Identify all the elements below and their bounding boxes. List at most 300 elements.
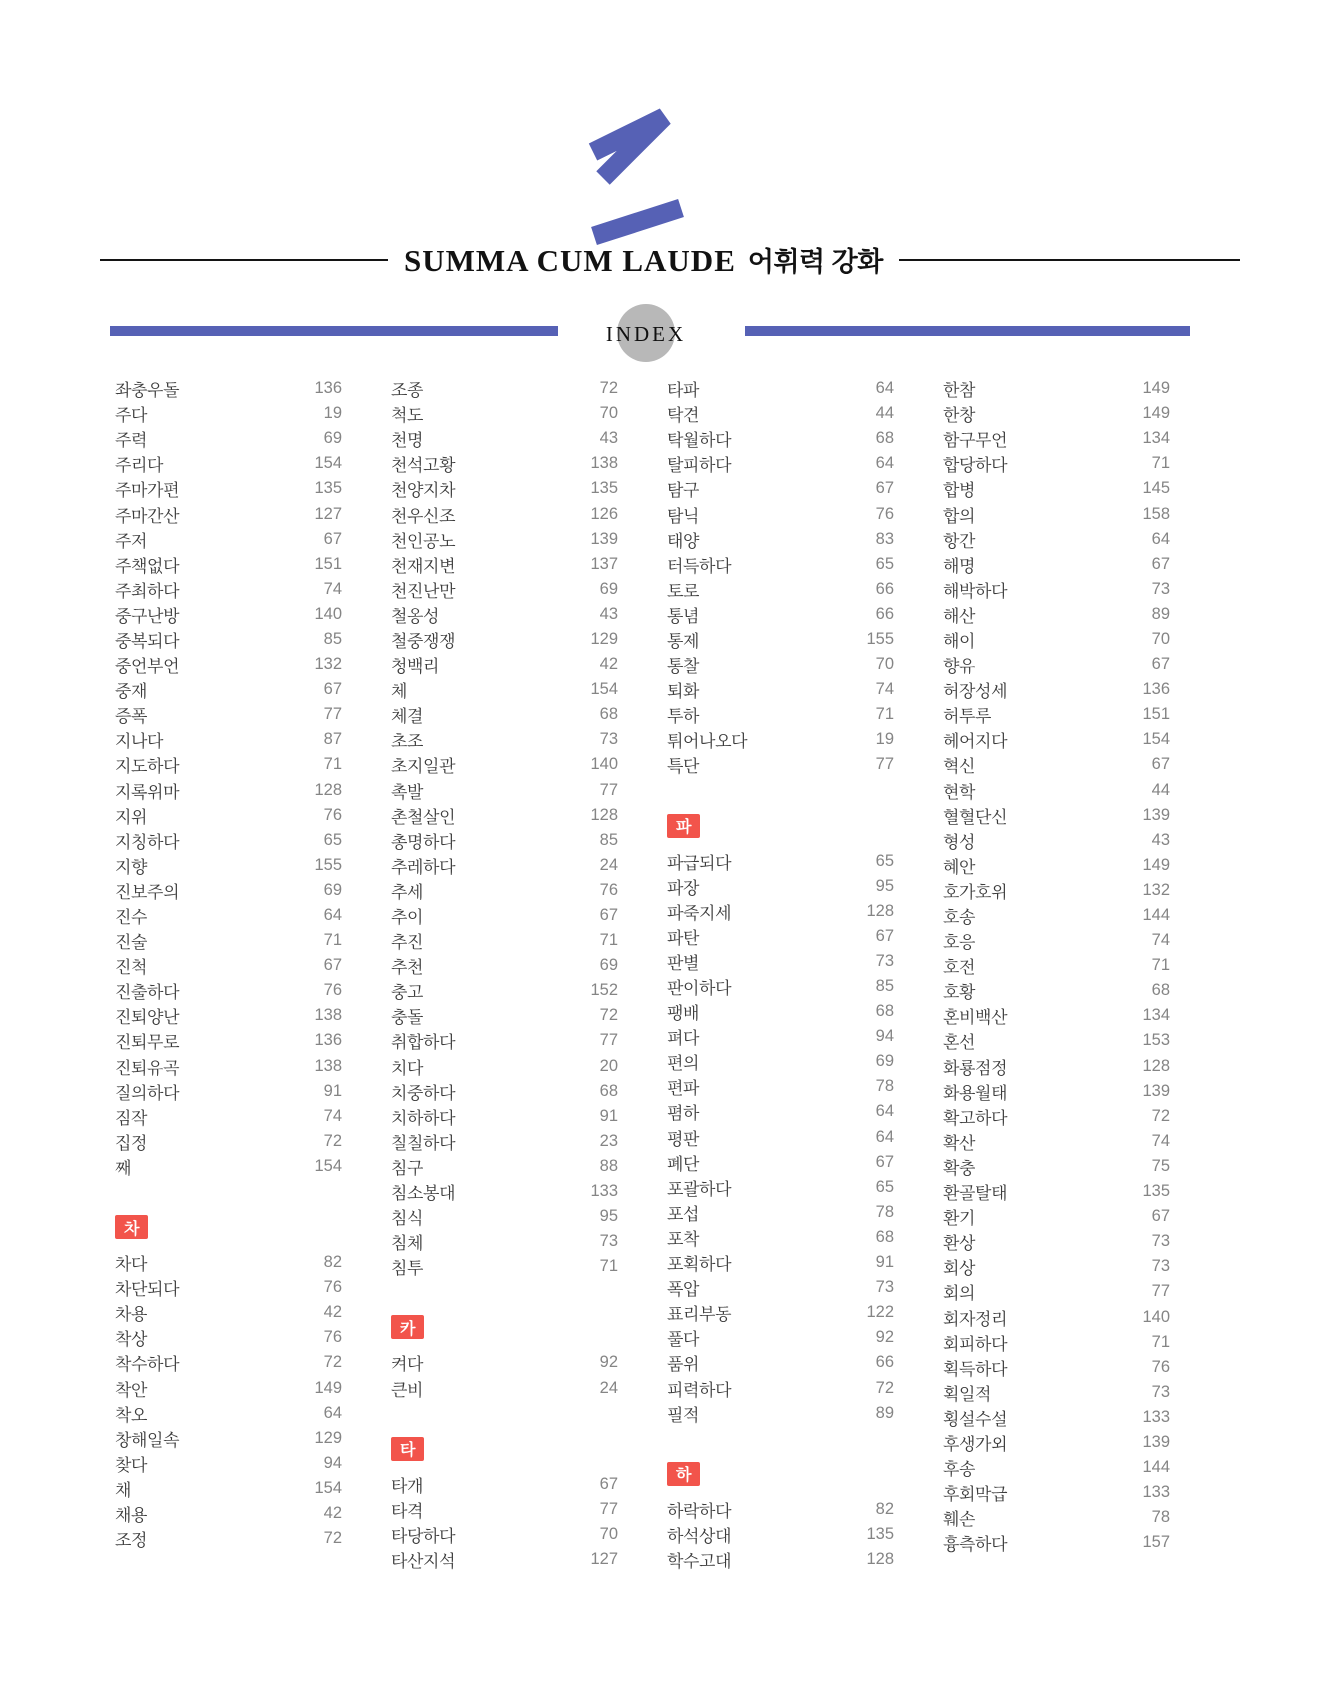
entry-term: 획일적 [943, 1384, 992, 1404]
entry-page-number: 72 [875, 1378, 894, 1397]
index-entry [391, 1254, 618, 1279]
index-entry [115, 727, 342, 752]
entry-term: 주다 [115, 406, 148, 426]
entry-term: 풀다 [667, 1330, 700, 1350]
index-entry [943, 1154, 1170, 1179]
entry-page-number: 73 [599, 730, 618, 749]
entry-term: 주책없다 [115, 556, 180, 576]
index-entry [115, 1154, 342, 1179]
index-entry [115, 602, 342, 627]
section-badge: 하 [667, 1462, 700, 1486]
entry-term: 합의 [943, 506, 976, 526]
index-entry [115, 1079, 342, 1104]
entry-term: 찾다 [115, 1455, 148, 1475]
index-entry [115, 828, 342, 853]
entry-term: 차다 [115, 1255, 148, 1275]
index-entry [391, 828, 618, 853]
index-entry [667, 924, 894, 949]
index-entry [943, 1405, 1170, 1430]
entry-term: 확산 [943, 1133, 976, 1153]
entry-page-number: 91 [875, 1253, 894, 1272]
index-entry [391, 953, 618, 978]
entry-term: 초조 [391, 732, 424, 752]
entry-term: 화용월태 [943, 1083, 1008, 1103]
entry-term: 해이 [943, 631, 976, 651]
entry-page-number: 64 [875, 1102, 894, 1121]
entry-term: 파죽지세 [667, 903, 732, 923]
index-entry [115, 1250, 342, 1275]
index-entry [115, 1401, 342, 1426]
index-entry [115, 451, 342, 476]
entry-term: 질의하다 [115, 1083, 180, 1103]
entry-term: 탈피하다 [667, 456, 732, 476]
index-entry [391, 677, 618, 702]
entry-page-number: 65 [875, 554, 894, 573]
index-entry [667, 1074, 894, 1099]
entry-page-number: 128 [866, 901, 894, 920]
entry-term: 팽배 [667, 1004, 700, 1024]
entry-page-number: 67 [1151, 655, 1170, 674]
entry-page-number: 94 [323, 1453, 342, 1472]
entry-term: 후회막급 [943, 1485, 1008, 1505]
title-rule-right [899, 259, 1240, 261]
entry-page-number: 151 [1142, 705, 1170, 724]
entry-page-number: 72 [599, 379, 618, 398]
entry-page-number: 73 [599, 1232, 618, 1251]
entry-term: 호응 [943, 933, 976, 953]
entry-term: 한창 [943, 406, 976, 426]
entry-term: 치중하다 [391, 1083, 456, 1103]
index-entry [943, 476, 1170, 501]
entry-page-number: 140 [590, 755, 618, 774]
index-entry [391, 1547, 618, 1572]
index-entry [667, 451, 894, 476]
index-entry [667, 1175, 894, 1200]
index-column [391, 376, 618, 1572]
entry-page-number: 154 [1142, 730, 1170, 749]
entry-page-number: 91 [323, 1081, 342, 1100]
entry-term: 천재지변 [391, 556, 456, 576]
entry-term: 학수고대 [667, 1551, 732, 1571]
index-entry [115, 752, 342, 777]
entry-term: 호황 [943, 983, 976, 1003]
index-entry [943, 451, 1170, 476]
entry-page-number: 136 [314, 379, 342, 398]
entry-page-number: 66 [875, 1353, 894, 1372]
entry-term: 중복되다 [115, 631, 180, 651]
entry-page-number: 70 [599, 1524, 618, 1543]
index-entry [391, 1375, 618, 1400]
entry-page-number: 138 [314, 1056, 342, 1075]
entry-page-number: 43 [599, 429, 618, 448]
entry-term: 통제 [667, 631, 700, 651]
entry-term: 지위 [115, 807, 148, 827]
entry-page-number: 140 [1142, 1307, 1170, 1326]
entry-page-number: 67 [875, 926, 894, 945]
entry-page-number: 69 [323, 880, 342, 899]
entry-term: 주력 [115, 431, 148, 451]
entry-page-number: 67 [599, 906, 618, 925]
entry-page-number: 67 [1151, 554, 1170, 573]
entry-page-number: 85 [599, 830, 618, 849]
entry-page-number: 82 [875, 1499, 894, 1518]
entry-term: 해박하다 [943, 581, 1008, 601]
entry-page-number: 137 [590, 554, 618, 573]
entry-term: 하석상대 [667, 1526, 732, 1546]
index-entry [391, 552, 618, 577]
index-entry [115, 702, 342, 727]
entry-page-number: 72 [323, 1529, 342, 1548]
entry-term: 촉발 [391, 782, 424, 802]
entry-term: 침투 [391, 1259, 424, 1279]
index-entry [391, 602, 618, 627]
entry-page-number: 71 [875, 705, 894, 724]
entry-page-number: 73 [1151, 579, 1170, 598]
entry-term: 진척 [115, 958, 148, 978]
entry-term: 편파 [667, 1079, 700, 1099]
index-entry [667, 1547, 894, 1572]
entry-page-number: 19 [323, 404, 342, 423]
index-entry [115, 1350, 342, 1375]
entry-term: 혈혈단신 [943, 807, 1008, 827]
entry-page-number: 65 [875, 851, 894, 870]
entry-page-number: 149 [1142, 379, 1170, 398]
entry-page-number: 92 [599, 1353, 618, 1372]
entry-term: 합당하다 [943, 456, 1008, 476]
entry-page-number: 138 [590, 454, 618, 473]
section-header [391, 1437, 618, 1461]
index-entry [667, 949, 894, 974]
entry-page-number: 64 [323, 1403, 342, 1422]
entry-page-number: 82 [323, 1253, 342, 1272]
entry-term: 횡설수설 [943, 1409, 1008, 1429]
index-entry [391, 476, 618, 501]
index-entry [667, 501, 894, 526]
entry-term: 조정 [115, 1531, 148, 1551]
entry-page-number: 71 [1151, 1332, 1170, 1351]
entry-page-number: 71 [323, 931, 342, 950]
index-entry [115, 577, 342, 602]
index-entry [115, 652, 342, 677]
entry-page-number: 132 [314, 655, 342, 674]
entry-term: 탁월하다 [667, 431, 732, 451]
entry-term: 허투루 [943, 707, 992, 727]
entry-page-number: 155 [866, 629, 894, 648]
index-entry [391, 1104, 618, 1129]
index-entry [115, 1129, 342, 1154]
index-entry [943, 1430, 1170, 1455]
entry-page-number: 68 [875, 1002, 894, 1021]
index-entry [391, 803, 618, 828]
entry-page-number: 88 [599, 1156, 618, 1175]
entry-page-number: 85 [875, 977, 894, 996]
entry-page-number: 74 [1151, 1131, 1170, 1150]
index-entry [667, 1150, 894, 1175]
entry-page-number: 72 [323, 1353, 342, 1372]
index-entry [667, 974, 894, 999]
entry-page-number: 71 [1151, 956, 1170, 975]
index-bar-left [110, 326, 558, 336]
index-entry [391, 1054, 618, 1079]
index-entry [943, 602, 1170, 627]
entry-page-number: 43 [1151, 830, 1170, 849]
entry-page-number: 70 [599, 404, 618, 423]
index-entry [943, 1480, 1170, 1505]
entry-term: 혼비백산 [943, 1008, 1008, 1028]
section-header [115, 1215, 342, 1239]
entry-term: 튀어나오다 [667, 732, 748, 752]
entry-page-number: 87 [323, 730, 342, 749]
entry-page-number: 154 [590, 680, 618, 699]
entry-page-number: 157 [1142, 1533, 1170, 1552]
entry-term: 주최하다 [115, 581, 180, 601]
entry-page-number: 68 [875, 1227, 894, 1246]
entry-term: 진술 [115, 933, 148, 953]
entry-term: 포획하다 [667, 1255, 732, 1275]
entry-term: 집정 [115, 1133, 148, 1153]
entry-term: 착수하다 [115, 1355, 180, 1375]
index-entry [943, 1530, 1170, 1555]
entry-page-number: 74 [323, 1106, 342, 1125]
index-entry [115, 527, 342, 552]
entry-page-number: 134 [1142, 1006, 1170, 1025]
index-column [943, 376, 1170, 1572]
entry-page-number: 138 [314, 1006, 342, 1025]
index-entry [115, 1028, 342, 1053]
entry-term: 혜안 [943, 857, 976, 877]
entry-term: 호송 [943, 908, 976, 928]
index-entry [667, 476, 894, 501]
index-entry [391, 1003, 618, 1028]
entry-page-number: 73 [1151, 1257, 1170, 1276]
entry-page-number: 152 [590, 981, 618, 1000]
entry-term: 치하하다 [391, 1108, 456, 1128]
entry-page-number: 135 [590, 479, 618, 498]
entry-term: 주마간산 [115, 506, 180, 526]
index-entry [667, 1200, 894, 1225]
entry-page-number: 135 [866, 1524, 894, 1543]
entry-term: 천진난만 [391, 581, 456, 601]
entry-term: 중구난방 [115, 606, 180, 626]
entry-page-number: 74 [875, 680, 894, 699]
entry-page-number: 23 [599, 1131, 618, 1150]
entry-page-number: 153 [1142, 1031, 1170, 1050]
index-entry [115, 476, 342, 501]
entry-term: 지나다 [115, 732, 164, 752]
index-entry [667, 752, 894, 777]
entry-page-number: 72 [599, 1006, 618, 1025]
index-entry [115, 1003, 342, 1028]
index-entry [943, 1003, 1170, 1028]
index-entry [667, 652, 894, 677]
entry-term: 초지일관 [391, 757, 456, 777]
title-korean: 어휘력 강화 [747, 247, 883, 277]
entry-term: 추레하다 [391, 857, 456, 877]
entry-page-number: 68 [599, 705, 618, 724]
entry-term: 혁신 [943, 757, 976, 777]
entry-term: 충돌 [391, 1008, 424, 1028]
entry-term: 진수 [115, 908, 148, 928]
entry-page-number: 71 [599, 931, 618, 950]
entry-term: 터득하다 [667, 556, 732, 576]
index-entry [943, 627, 1170, 652]
entry-term: 폄하 [667, 1104, 700, 1124]
index-entry [115, 1275, 342, 1300]
index-entry [391, 1229, 618, 1254]
index-entry [943, 426, 1170, 451]
index-entry [667, 1250, 894, 1275]
entry-page-number: 95 [875, 876, 894, 895]
entry-page-number: 139 [1142, 1081, 1170, 1100]
summa-s-logo [588, 106, 686, 248]
entry-page-number: 129 [590, 629, 618, 648]
entry-term: 함구무언 [943, 431, 1008, 451]
entry-page-number: 24 [599, 1378, 618, 1397]
entry-page-number: 70 [875, 655, 894, 674]
entry-term: 호전 [943, 958, 976, 978]
entry-term: 철중쟁쟁 [391, 631, 456, 651]
index-entry [667, 577, 894, 602]
entry-term: 평판 [667, 1129, 700, 1149]
index-entry [943, 1505, 1170, 1530]
entry-page-number: 77 [323, 705, 342, 724]
s-logo-icon [588, 106, 686, 248]
index-entry [943, 577, 1170, 602]
entry-page-number: 133 [590, 1182, 618, 1201]
index-entry [391, 853, 618, 878]
index-entry [391, 1350, 618, 1375]
entry-page-number: 133 [1142, 1483, 1170, 1502]
entry-term: 타파 [667, 381, 700, 401]
entry-term: 편의 [667, 1054, 700, 1074]
entry-page-number: 70 [1151, 629, 1170, 648]
index-entry [115, 803, 342, 828]
entry-page-number: 83 [875, 529, 894, 548]
entry-term: 포섭 [667, 1204, 700, 1224]
entry-page-number: 132 [1142, 880, 1170, 899]
index-entry [943, 1355, 1170, 1380]
index-entry [943, 978, 1170, 1003]
entry-term: 천인공노 [391, 531, 456, 551]
entry-page-number: 69 [599, 579, 618, 598]
index-entry [391, 702, 618, 727]
entry-term: 타격 [391, 1501, 424, 1521]
index-entry [943, 1179, 1170, 1204]
entry-term: 지향 [115, 857, 148, 877]
title-latin: SUMMA CUM LAUDE [404, 243, 736, 278]
entry-term: 흉측하다 [943, 1535, 1008, 1555]
entry-term: 폭압 [667, 1280, 700, 1300]
index-entry [667, 727, 894, 752]
entry-page-number: 136 [314, 1031, 342, 1050]
entry-term: 치다 [391, 1058, 424, 1078]
index-entry [391, 426, 618, 451]
entry-term: 환기 [943, 1209, 976, 1229]
section-header [667, 1462, 894, 1486]
entry-page-number: 128 [590, 805, 618, 824]
index-entry [943, 1079, 1170, 1104]
entry-term: 확고하다 [943, 1108, 1008, 1128]
index-entry [943, 853, 1170, 878]
entry-page-number: 20 [599, 1056, 618, 1075]
index-entry [115, 978, 342, 1003]
index-bar-right [745, 326, 1190, 336]
entry-page-number: 64 [323, 906, 342, 925]
section-badge: 파 [667, 814, 700, 838]
entry-page-number: 67 [875, 1152, 894, 1171]
entry-page-number: 67 [1151, 755, 1170, 774]
index-entry [115, 1451, 342, 1476]
index-entry [115, 677, 342, 702]
entry-page-number: 64 [875, 379, 894, 398]
entry-page-number: 74 [1151, 931, 1170, 950]
entry-page-number: 127 [314, 504, 342, 523]
entry-page-number: 128 [314, 780, 342, 799]
entry-page-number: 68 [875, 429, 894, 448]
entry-page-number: 67 [323, 956, 342, 975]
index-entry [391, 752, 618, 777]
index-entry [943, 677, 1170, 702]
entry-term: 파장 [667, 878, 700, 898]
index-entry [115, 1054, 342, 1079]
entry-term: 천명 [391, 431, 424, 451]
entry-term: 투하 [667, 707, 700, 727]
index-entry [391, 652, 618, 677]
entry-page-number: 74 [323, 579, 342, 598]
entry-term: 지칭하다 [115, 832, 180, 852]
entry-term: 한참 [943, 381, 976, 401]
index-entry [943, 1054, 1170, 1079]
entry-term: 추이 [391, 908, 424, 928]
entry-term: 호가호위 [943, 882, 1008, 902]
entry-term: 포괄하다 [667, 1179, 732, 1199]
entry-page-number: 85 [323, 629, 342, 648]
index-entry [391, 727, 618, 752]
index-entry [667, 1375, 894, 1400]
entry-page-number: 75 [1151, 1156, 1170, 1175]
entry-term: 침식 [391, 1209, 424, 1229]
index-entry [667, 899, 894, 924]
entry-term: 합병 [943, 481, 976, 501]
entry-term: 청백리 [391, 657, 440, 677]
section-badge: 타 [391, 1437, 424, 1461]
index-column [115, 376, 342, 1572]
entry-page-number: 67 [1151, 1207, 1170, 1226]
index-entry [391, 401, 618, 426]
entry-page-number: 149 [1142, 855, 1170, 874]
entry-term: 포착 [667, 1229, 700, 1249]
index-entry [391, 928, 618, 953]
entry-term: 헤어지다 [943, 732, 1008, 752]
entry-term: 채용 [115, 1505, 148, 1525]
index-entry [391, 1179, 618, 1204]
entry-page-number: 73 [1151, 1232, 1170, 1251]
index-entry [115, 1375, 342, 1400]
entry-page-number: 71 [1151, 454, 1170, 473]
index-entry [115, 1104, 342, 1129]
index-entry [115, 778, 342, 803]
index-entry [667, 1497, 894, 1522]
entry-page-number: 149 [314, 1378, 342, 1397]
entry-term: 파급되다 [667, 853, 732, 873]
entry-term: 태양 [667, 531, 700, 551]
index-entry [391, 1472, 618, 1497]
entry-term: 척도 [391, 406, 424, 426]
index-entry [391, 1129, 618, 1154]
entry-term: 차단되다 [115, 1280, 180, 1300]
index-entry [943, 1254, 1170, 1279]
entry-page-number: 89 [875, 1403, 894, 1422]
